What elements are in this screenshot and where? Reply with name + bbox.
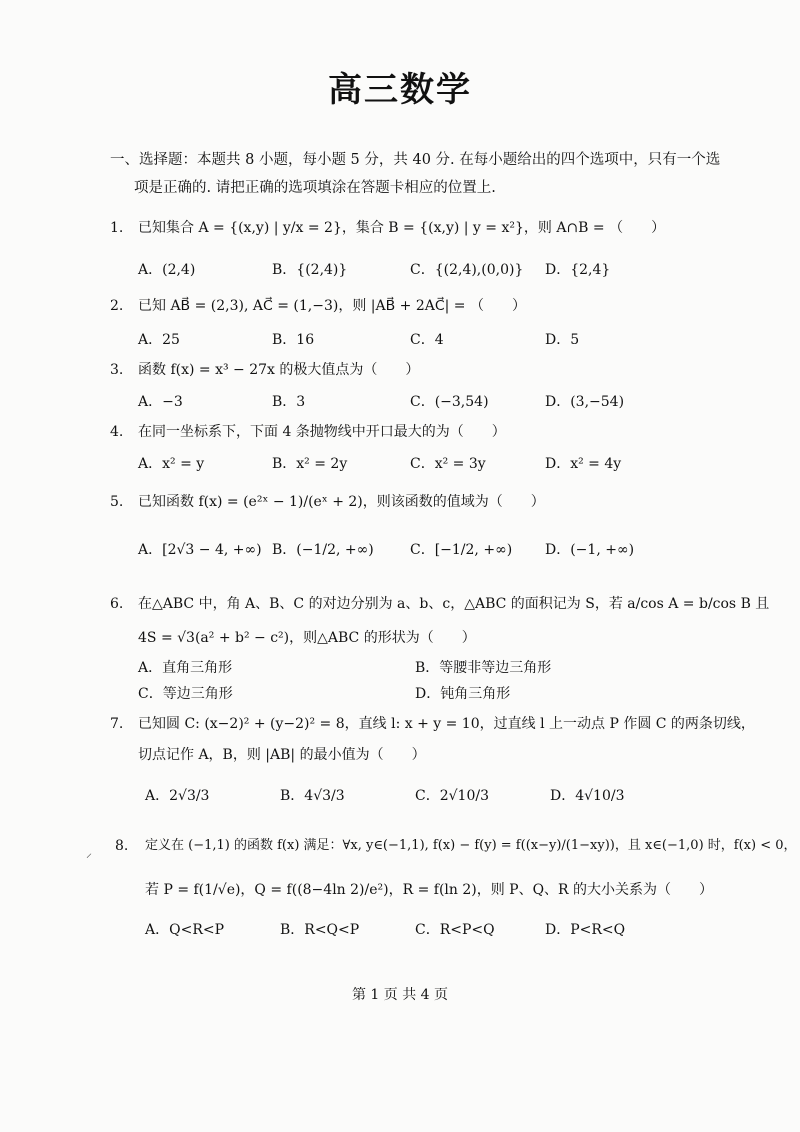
question-7-option-a: A．2√3/3 (145, 788, 210, 804)
question-6-option-d: D．钝角三角形 (415, 686, 511, 702)
question-2-stem: 已知 AB⃗ = (2,3), AC⃗ = (1,−3)，则 |AB⃗ + 2AC⃗| = （ ） (138, 298, 526, 314)
question-4-option-b: B．x² = 2y (272, 456, 348, 472)
question-8-stem-line-1: 定义在 (−1,1) 的函数 f(x) 满足：∀x, y∈(−1,1), f(x) − f(y) = f((x−y)/(1−xy))，且 x∈(−1,0) 时，f(x) < 0， (145, 838, 797, 853)
question-2-number: 2. (110, 298, 124, 314)
question-1-option-b: B．{(2,4)} (272, 262, 348, 278)
stray-pen-mark: ⸝ (86, 846, 93, 860)
question-3-option-a: A．−3 (138, 394, 183, 410)
question-4-number: 4. (110, 424, 124, 440)
question-1-number: 1. (110, 220, 124, 236)
question-8-option-c: C．R<P<Q (415, 922, 495, 938)
question-6-stem-line-2: 4S = √3(a² + b² − c²)，则△ABC 的形状为（ ） (138, 630, 476, 646)
question-8-stem-line-2: 若 P = f(1/√e)，Q = f((8−4ln 2)/e²)，R = f(ln 2)，则 P、Q、R 的大小关系为（ ） (145, 882, 714, 898)
question-7-number: 7. (110, 716, 124, 732)
question-2-option-b: B．16 (272, 332, 315, 348)
question-4-option-d: D．x² = 4y (545, 456, 622, 472)
question-7-stem-line-2: 切点记作 A，B，则 |AB| 的最小值为（ ） (138, 747, 426, 763)
question-2-option-c: C．4 (410, 332, 444, 348)
question-5-stem: 已知函数 f(x) = (e²ˣ − 1)/(eˣ + 2)，则该函数的值域为（ ） (138, 494, 545, 510)
question-5-option-b: B．(−1/2, +∞) (272, 542, 374, 558)
question-4-stem: 在同一坐标系下，下面 4 条抛物线中开口最大的为（ ） (138, 424, 506, 440)
question-2-option-a: A．25 (138, 332, 180, 348)
question-1-option-d: D．{2,4} (545, 262, 611, 278)
question-6-stem-line-1: 在△ABC 中，角 A、B、C 的对边分别为 a、b、c，△ABC 的面积记为 S，若 a/cos A = b/cos B 且 (138, 596, 770, 612)
question-2-option-d: D．5 (545, 332, 580, 348)
question-3-stem: 函数 f(x) = x³ − 27x 的极大值点为（ ） (138, 362, 420, 378)
question-3-option-d: D．(3,−54) (545, 394, 625, 410)
question-7-option-d: D．4√10/3 (550, 788, 625, 804)
question-4-option-c: C．x² = 3y (410, 456, 486, 472)
question-8-option-a: A．Q<R<P (145, 922, 225, 938)
question-1-stem: 已知集合 A = {(x,y) | y/x = 2}，集合 B = {(x,y) | y = x²}，则 A∩B = （ ） (138, 220, 666, 236)
question-5-option-d: D．(−1, +∞) (545, 542, 635, 558)
question-6-option-c: C．等边三角形 (138, 686, 233, 702)
question-7-stem-line-1: 已知圆 C: (x−2)² + (y−2)² = 8，直线 l: x + y = 10，过直线 l 上一动点 P 作圆 C 的两条切线， (138, 716, 755, 732)
page-footer: 第 1 页 共 4 页 (351, 987, 449, 1003)
section-instructions-line-2: 项是正确的. 请把正确的选项填涂在答题卡相应的位置上. (134, 180, 496, 196)
question-5-option-c: C．[−1/2, +∞) (410, 542, 513, 558)
question-1-option-a: A．(2,4) (138, 262, 196, 278)
page-title: 高三数学 (328, 70, 472, 110)
question-5-number: 5. (110, 494, 124, 510)
question-6-option-a: A．直角三角形 (138, 660, 233, 676)
question-6-option-b: B．等腰非等边三角形 (415, 660, 552, 676)
question-5-option-a: A．[2√3 − 4, +∞) (138, 542, 262, 558)
question-3-option-b: B．3 (272, 394, 306, 410)
question-4-option-a: A．x² = y (138, 456, 205, 472)
section-instructions-line-1: 一、选择题：本题共 8 小题，每小题 5 分，共 40 分. 在每小题给出的四个选项中，只有一个选 (110, 152, 721, 168)
question-1-option-c: C．{(2,4),(0,0)} (410, 262, 524, 278)
question-8-option-b: B．R<Q<P (280, 922, 360, 938)
question-3-option-c: C．(−3,54) (410, 394, 489, 410)
question-8-number: 8. (115, 838, 129, 854)
question-6-number: 6. (110, 596, 124, 612)
question-8-option-d: D．P<R<Q (545, 922, 626, 938)
question-7-option-c: C．2√10/3 (415, 788, 489, 804)
question-7-option-b: B．4√3/3 (280, 788, 345, 804)
question-3-number: 3. (110, 362, 124, 378)
